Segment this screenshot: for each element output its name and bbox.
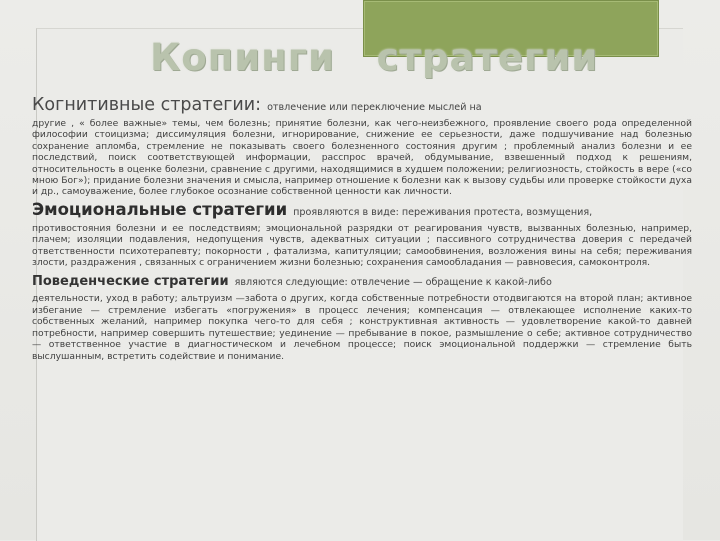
behavioral-strategies-text: деятельности, уход в работу; альтруизм —забота о других, когда собственные потребности отодвигаются на второй план; активное избегание — стремление избегать «погружения» в процесс лечения; компенсация — отвлекающее исполнение каких-то собственных желаний, например покупка чего-то для себя ; конструктивная активность — удовлетворение какой-то давней потребности, например совершить путешествие; уединение — пребывание в покое, размышление о себе; активное сотрудничество — ответственное участие в диагностическом и лечебном процессе; поиск эмоциональной поддержки — стремление быть выслушанным, встретить содействие и понимание. (32, 293, 692, 362)
behavioral-strategies-heading: Поведенческие стратегии (32, 274, 229, 290)
cognitive-strategies-text: другие , « более важные» темы, чем болезнь; принятие болезни, как чего-неизбежного, проявление своего рода определенной философии стоицизма; диссимуляция болезни, игнорирование, снижение ее серьезности, даже подшучивание над болезнью сохранение апломба, стремление не показывать своего болезненного состояния другим ; проблемный анализ болезни и ее последствий, поиск соответствующей информации, расспрос врачей, обдумывание, взвешенный подход к решениям, относительность в оценке болезни, сравнение с другими, находящимися в худшем положении; религиозность, стойкость в вере («со мною Бог»); придание болезни значения и смысла, например отношение к болезни как к вызову судьбы или проверке стойкости духа и др., самоуважение, более глубокое осознание собственной ценности как личности. (32, 118, 692, 198)
behavioral-strategies-section (32, 269, 692, 361)
section-heading-line (32, 94, 692, 118)
cognitive-strategies-section (32, 94, 692, 198)
slide-body (32, 94, 692, 362)
section-heading-line (32, 269, 692, 293)
cognitive-strategies-heading: Когнитивные стратегии: (32, 95, 262, 115)
section-heading-line (32, 199, 692, 223)
emotional-strategies-text: противостояния болезни и ее последствиям; эмоциональной разрядки от реагирования чувств, вызванных болезнью, например, плачем; изоляции подавления, недопущения чувств, адекватных ситуации ; пассивного сотрудничества доверия с передачей ответственности психотерапевту; покорности , фатализма, капитуляции; самообвинения, возложения вины на себя; переживания злости, раздражения , связанных с ограничением жизни болезнью; сохранения самообладания — равновесия, самоконтроля. (32, 222, 692, 269)
emotional-strategies-section (32, 199, 692, 269)
section-heading-tail: проявляются в виде: переживания протеста, возмущения, (293, 206, 593, 218)
section-heading-tail: отвлечение или переключение мыслей на (267, 102, 482, 113)
emotional-strategies-heading: Эмоциональные стратегии (32, 199, 288, 219)
section-heading-tail: являются следующие: отвлечение — обращение к какой-либо (234, 277, 552, 289)
slide-title: Копинги стратегии (150, 36, 599, 79)
